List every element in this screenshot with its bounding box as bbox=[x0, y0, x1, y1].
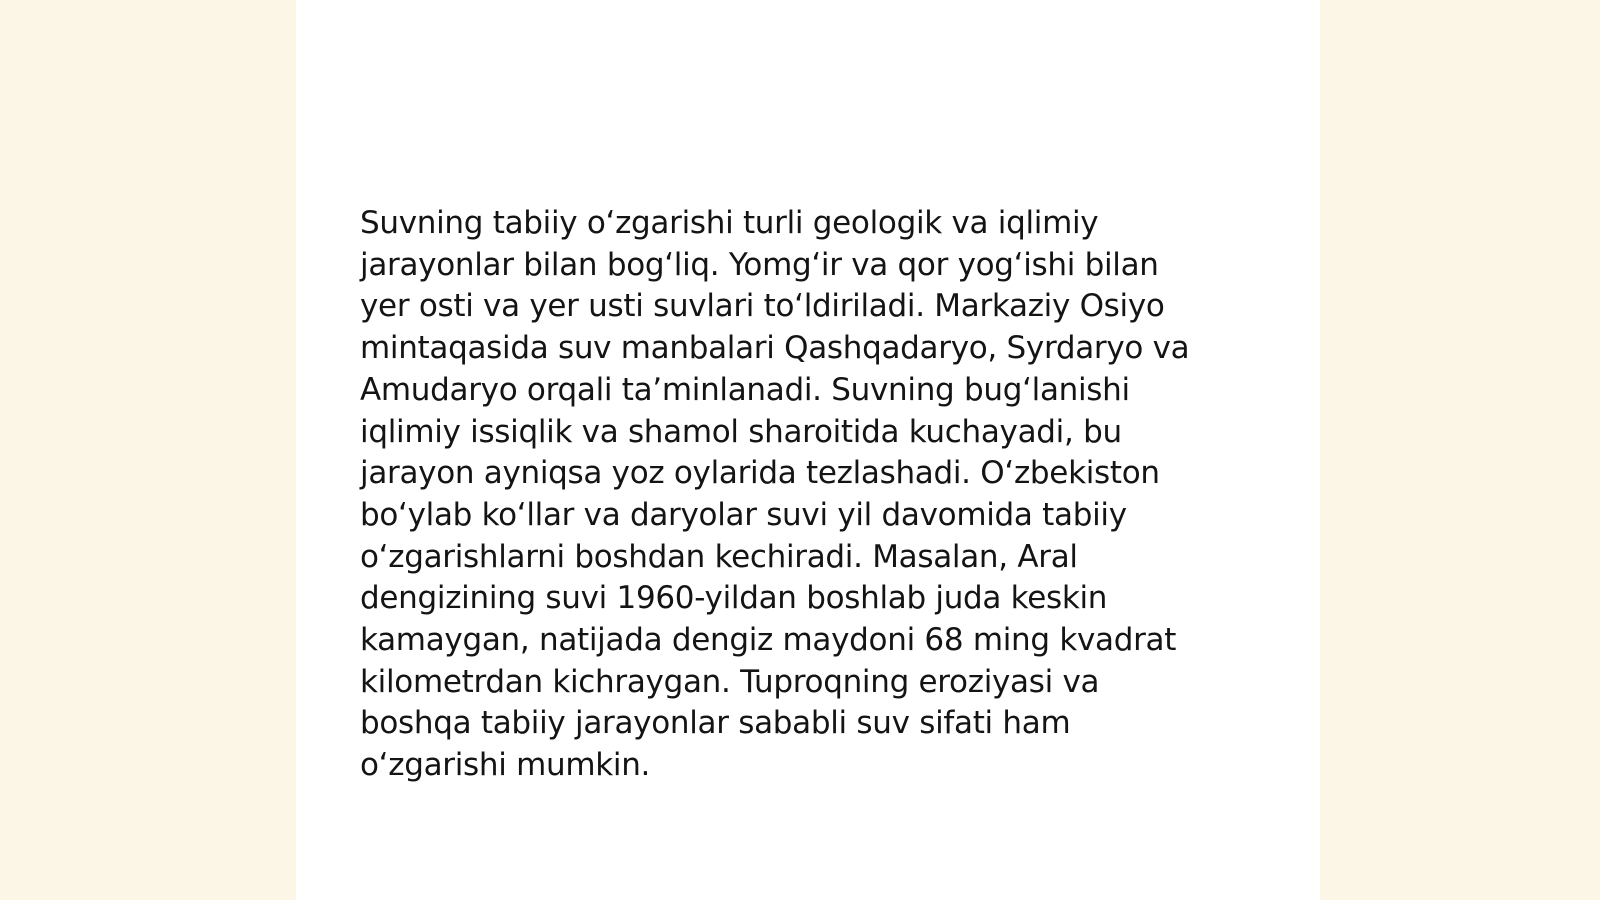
paragraph-line: yer osti va yer usti suvlari to‘ldiriladi. Markaziy Osiyo bbox=[360, 288, 1165, 325]
paragraph-line: jarayon ayniqsa yoz oylarida tezlashadi. O‘zbekiston bbox=[360, 455, 1160, 492]
paragraph-line: kilometrdan kichraygan. Tuproqning eroziyasi va bbox=[360, 663, 1100, 700]
paragraph-line: kamaygan, natijada dengiz maydoni 68 ming kvadrat bbox=[360, 622, 1177, 659]
paragraph-line: o‘zgarishlarni boshdan kechiradi. Masalan, Aral bbox=[360, 538, 1078, 575]
paragraph-line: boshqa tabiiy jarayonlar sababli suv sifati ham bbox=[360, 705, 1071, 742]
paragraph-line: jarayonlar bilan bog‘liq. Yomg‘ir va qor yog‘ishi bilan bbox=[360, 246, 1159, 283]
slide bbox=[296, 0, 1320, 900]
body-paragraph bbox=[360, 203, 1260, 787]
paragraph-line: mintaqasida suv manbalari Qashqadaryo, Syrdaryo va bbox=[360, 330, 1190, 367]
paragraph-line: Suvning tabiiy o‘zgarishi turli geologik va iqlimiy bbox=[360, 205, 1099, 241]
paragraph-line: bo‘ylab ko‘llar va daryolar suvi yil davomida tabiiy bbox=[360, 496, 1127, 533]
paragraph-line: dengizining suvi 1960-yildan boshlab juda keskin bbox=[360, 580, 1108, 617]
paragraph-line: Amudaryo orqali ta’minlanadi. Suvning bug‘lanishi bbox=[360, 371, 1130, 408]
paragraph-line: iqlimiy issiqlik va shamol sharoitida kuchayadi, bu bbox=[360, 413, 1122, 450]
paragraph-line: o‘zgarishi mumkin. bbox=[360, 747, 651, 784]
